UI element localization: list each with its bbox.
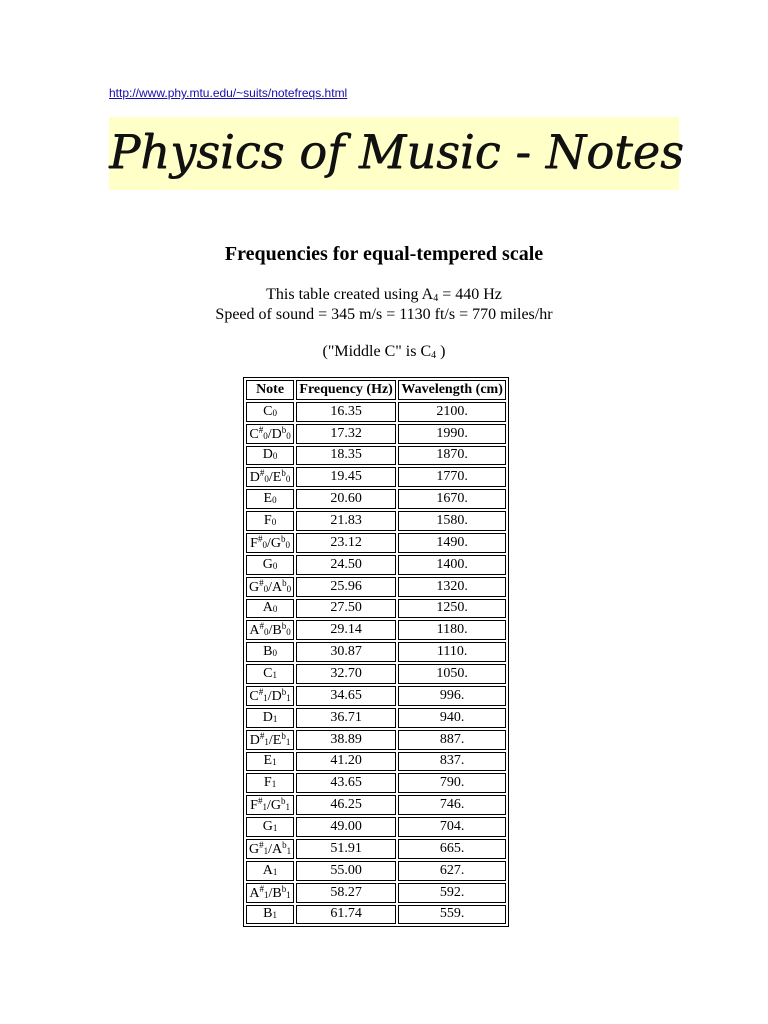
middle-c-note: ("Middle C" is $C_4$ ) (322, 343, 446, 361)
banner-title: Physics of Music - Notes (109, 125, 684, 180)
frequency-cell: 27.50 (296, 599, 396, 619)
frequency-cell: 25.96 (296, 577, 396, 597)
title-banner (109, 117, 684, 190)
table-row (246, 861, 506, 881)
table-row (246, 402, 506, 422)
table-row (246, 489, 506, 509)
wavelength-cell: 1320. (398, 577, 506, 597)
frequency-cell: 41.20 (296, 752, 396, 772)
frequency-cell: 23.12 (296, 533, 396, 553)
note-cell: $G^{\#}_1/A^b_1$ (246, 839, 294, 859)
table-row (246, 446, 506, 466)
wavelength-cell: 1770. (398, 467, 506, 487)
frequency-cell: 18.35 (296, 446, 396, 466)
wavelength-cell: 1670. (398, 489, 506, 509)
table-row (246, 839, 506, 859)
wavelength-cell: 790. (398, 773, 506, 793)
table-row (246, 642, 506, 662)
frequency-cell: 51.91 (296, 839, 396, 859)
frequency-cell: 29.14 (296, 620, 396, 640)
wavelength-cell: 1580. (398, 511, 506, 531)
table-header-row (246, 380, 506, 400)
table-row (246, 883, 506, 903)
note-cell: $D^{\#}_1/E^b_1$ (246, 730, 294, 750)
wavelength-cell: 1180. (398, 620, 506, 640)
frequency-cell: 24.50 (296, 555, 396, 575)
note-cell: $A_1$ (246, 861, 294, 881)
note-cell: $C_0$ (246, 402, 294, 422)
wavelength-cell: 1490. (398, 533, 506, 553)
wavelength-cell: 665. (398, 839, 506, 859)
frequency-cell: 17.32 (296, 424, 396, 444)
frequency-cell: 55.00 (296, 861, 396, 881)
header-note: Note (246, 380, 294, 400)
frequency-cell: 32.70 (296, 664, 396, 684)
speed-of-sound-text: Speed of sound = 345 m/s = 1130 ft/s = 770 miles/hr (215, 306, 553, 323)
frequency-cell: 34.65 (296, 686, 396, 706)
table-row (246, 773, 506, 793)
note-cell: $C_1$ (246, 664, 294, 684)
wavelength-cell: 1870. (398, 446, 506, 466)
table-row (246, 533, 506, 553)
frequency-cell: 20.60 (296, 489, 396, 509)
note-cell: $E_0$ (246, 489, 294, 509)
wavelength-cell: 559. (398, 905, 506, 925)
frequency-cell: 46.25 (296, 795, 396, 815)
wavelength-cell: 1110. (398, 642, 506, 662)
wavelength-cell: 940. (398, 708, 506, 728)
table-row (246, 599, 506, 619)
note-cell: $C^{\#}_0/D^b_0$ (246, 424, 294, 444)
note-cell: $G_0$ (246, 555, 294, 575)
source-link[interactable]: http://www.phy.mtu.edu/~suits/notefreqs.html (109, 86, 348, 100)
note-cell: $D^{\#}_0/E^b_0$ (246, 467, 294, 487)
frequency-table (243, 377, 509, 927)
frequency-cell: 58.27 (296, 883, 396, 903)
header-wavelength: Wavelength (cm) (398, 380, 506, 400)
note-cell: $G_1$ (246, 817, 294, 837)
table-row (246, 817, 506, 837)
table-row (246, 708, 506, 728)
table-row (246, 905, 506, 925)
frequency-cell: 19.45 (296, 467, 396, 487)
frequency-cell: 38.89 (296, 730, 396, 750)
note-cell: $D_0$ (246, 446, 294, 466)
wavelength-cell: 592. (398, 883, 506, 903)
wavelength-cell: 996. (398, 686, 506, 706)
note-cell: $G^{\#}_0/A^b_0$ (246, 577, 294, 597)
table-row (246, 467, 506, 487)
table-row (246, 752, 506, 772)
frequency-cell: 16.35 (296, 402, 396, 422)
wavelength-cell: 1050. (398, 664, 506, 684)
note-cell: $A^{\#}_0/B^b_0$ (246, 620, 294, 640)
note-cell: $D_1$ (246, 708, 294, 728)
note-cell: $F^{\#}_0/G^b_0$ (246, 533, 294, 553)
page-heading: Frequencies for equal-tempered scale (224, 243, 544, 265)
note-cell: $C^{\#}_1/D^b_1$ (246, 686, 294, 706)
table-row (246, 795, 506, 815)
note-cell: $A^{\#}_1/B^b_1$ (246, 883, 294, 903)
note-cell: $B_0$ (246, 642, 294, 662)
frequency-cell: 61.74 (296, 905, 396, 925)
wavelength-cell: 704. (398, 817, 506, 837)
note-cell: $E_1$ (246, 752, 294, 772)
wavelength-cell: 887. (398, 730, 506, 750)
note-cell: $A_0$ (246, 599, 294, 619)
table-row (246, 511, 506, 531)
header-frequency: Frequency (Hz) (296, 380, 396, 400)
wavelength-cell: 2100. (398, 402, 506, 422)
frequency-cell: 21.83 (296, 511, 396, 531)
wavelength-cell: 837. (398, 752, 506, 772)
table-row (246, 620, 506, 640)
note-cell: $F_0$ (246, 511, 294, 531)
table-row (246, 686, 506, 706)
frequency-cell: 43.65 (296, 773, 396, 793)
table-row (246, 664, 506, 684)
table-row (246, 424, 506, 444)
wavelength-cell: 1250. (398, 599, 506, 619)
note-cell: $B_1$ (246, 905, 294, 925)
frequency-cell: 49.00 (296, 817, 396, 837)
frequency-cell: 30.87 (296, 642, 396, 662)
table-row (246, 555, 506, 575)
wavelength-cell: 627. (398, 861, 506, 881)
wavelength-cell: 1400. (398, 555, 506, 575)
table-info-a4: This table created using $A_4 = 440$ Hz (266, 286, 502, 304)
note-cell: $F_1$ (246, 773, 294, 793)
table-row (246, 577, 506, 597)
note-cell: $F^{\#}_1/G^b_1$ (246, 795, 294, 815)
wavelength-cell: 746. (398, 795, 506, 815)
wavelength-cell: 1990. (398, 424, 506, 444)
table-row (246, 730, 506, 750)
frequency-cell: 36.71 (296, 708, 396, 728)
